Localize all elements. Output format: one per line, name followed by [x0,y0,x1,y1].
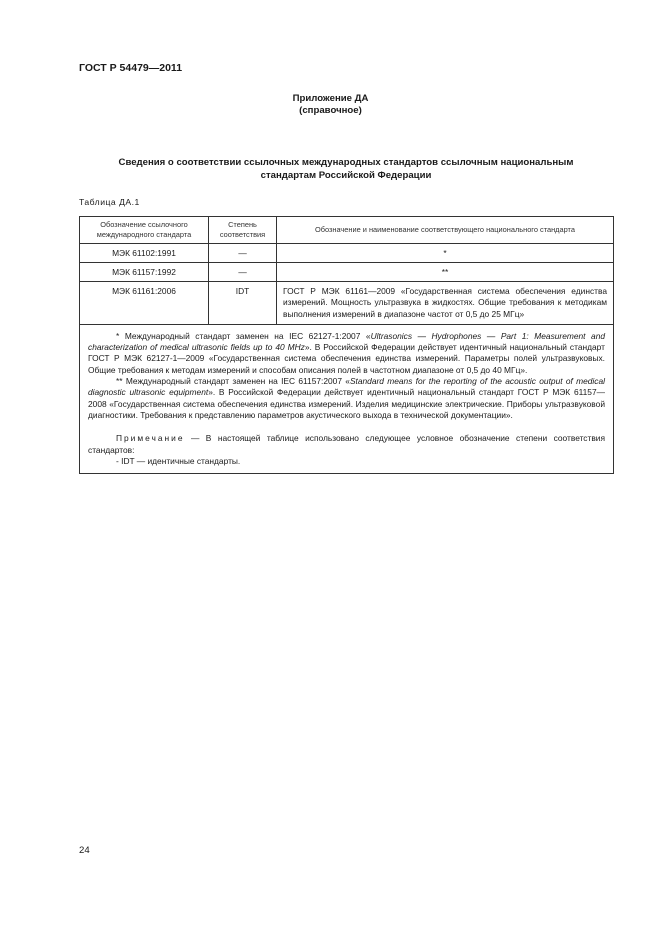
appendix-heading [0,93,661,117]
note-label: Примечание [116,433,185,444]
header-national-standard: Обозначение и наименование соответствующего национального стандарта [277,217,614,244]
header-intl-standard: Обозначение ссылочного международного стандарта [80,217,209,244]
footnote-1: * Международный стандарт заменен на IEC 62127-1:2007 «Ultrasonics — Hydrophones — Part 1: Measurement and characterization of medical ultrasonic fields up to 40 MHz». В Российской Федерации действует идентичный национальный стандарт ГОСТ Р МЭК 62127-1—2009 «Государственная система обеспечения единства измерений. Параметры полей ультразвуковых. Общие требования к методам измерений и способам описания полей в частотном диапазоне от 0,5 до 40 МГц». [88,330,606,375]
standard-code: ГОСТ Р 54479—2011 [79,62,183,74]
document-title [79,157,613,182]
table-caption: Таблица ДА.1 [79,197,140,207]
page-number: 24 [79,845,90,856]
table-header-row [80,217,614,244]
cell-national: ** [277,263,614,282]
table-row [80,263,614,282]
note-text: — В настоящей таблице использовано следующее условное обозначение степени соответствия стандартов: [88,433,605,455]
appendix-title: Приложение ДА [292,93,369,104]
footnote-2: ** Международный стандарт заменен на IEC 61157:2007 «Standard means for the reporting of the acoustic output of medical diagnostic ultrasonic equipment». В Российской Федерации действует идентичный национальный стандарт ГОСТ Р МЭК 61157—2008 «Государственная система обеспечения единства измерений. Изделия медицинские электрические. Приборы ультразвуковой диагностики. Требования к представлению параметров акустического выхода в технической документации». [88,376,605,420]
cell-degree: IDT [209,282,277,325]
cell-degree: — [209,263,277,282]
cell-intl: МЭК 61161:2006 [80,282,209,325]
header-degree: Степень соответствия [209,217,277,244]
cell-national: * [277,244,614,263]
document-title-line1: Сведения о соответствии ссылочных международных стандартов ссылочным национальным [118,157,574,168]
cell-national: ГОСТ Р МЭК 61161—2009 «Государственная система обеспечения единства измерений. Мощность ультразвука в жидкостях. Общие требования к методикам выполнения измерений в диапазоне частот от 0,5 до 25 МГц» [277,282,614,325]
appendix-subtitle: (справочное) [299,105,362,116]
table-note [88,433,605,456]
correspondence-table [79,216,614,474]
note-list-item: - IDT — идентичные стандарты. [116,455,241,466]
table-notes-row [80,324,614,473]
table-row [80,282,614,325]
table-row [80,244,614,263]
cell-intl: МЭК 61102:1991 [80,244,209,263]
document-title-line2: стандартам Российской Федерации [260,169,432,181]
cell-degree: — [209,244,277,263]
cell-intl: МЭК 61157:1992 [80,263,209,282]
table-notes [80,324,614,473]
